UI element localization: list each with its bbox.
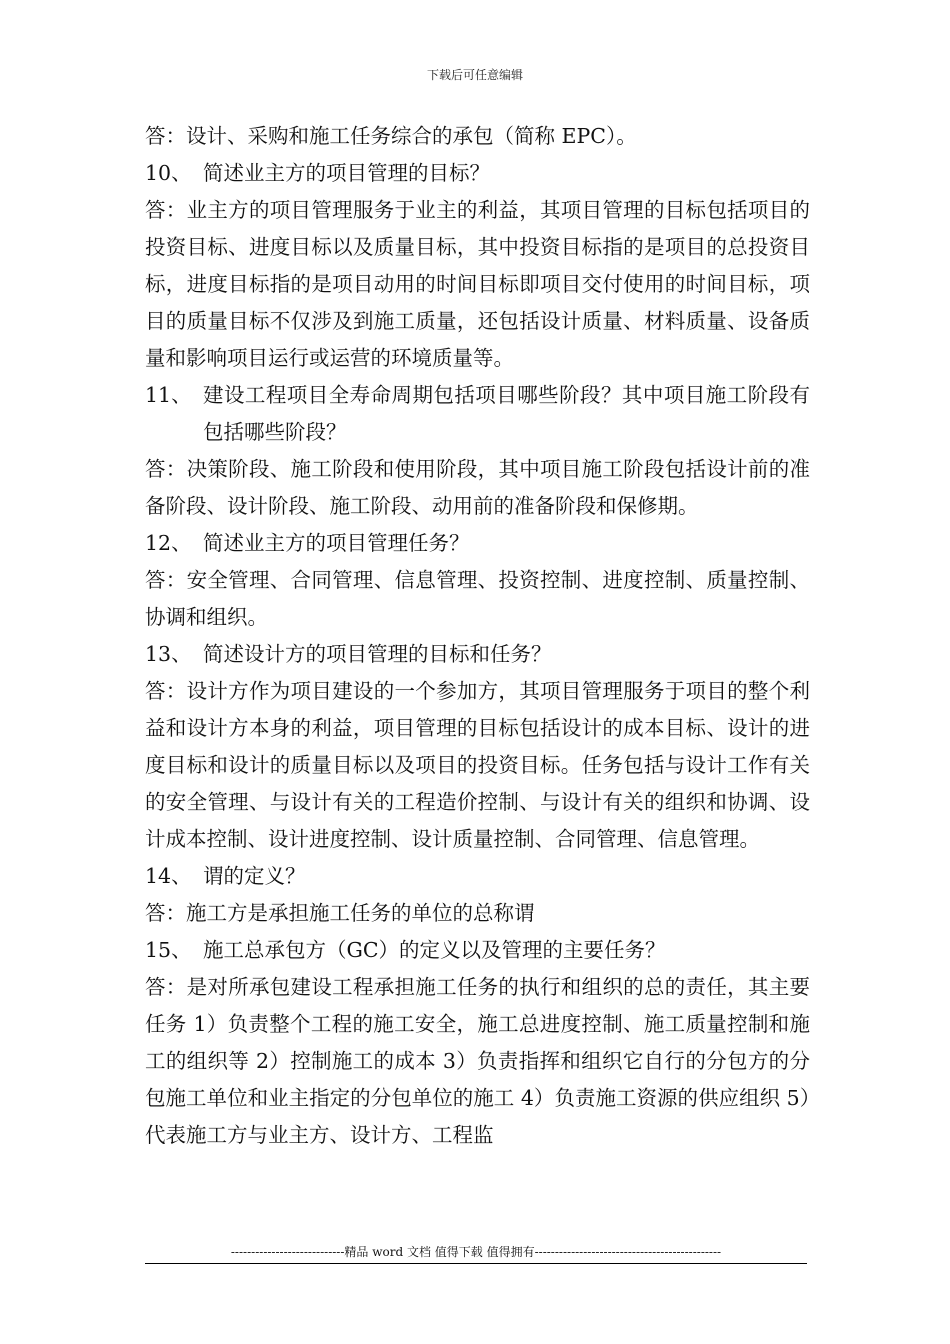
answer-paragraph: 答：设计、采购和施工任务综合的承包（简称 EPC）。 [145, 124, 637, 148]
question-heading [145, 636, 810, 673]
question-text: 谓的定义？ [203, 864, 306, 888]
header-note: 下载后可任意编辑 [426, 68, 523, 82]
question-text: 施工总承包方（GC）的定义以及管理的主要任务？ [203, 938, 666, 962]
question-heading [145, 858, 810, 895]
question-number: 12、 [145, 531, 192, 555]
question-text: 简述业主方的项目管理的目标？ [203, 161, 490, 185]
question-heading [145, 377, 810, 451]
question-heading [145, 155, 810, 192]
answer-paragraph: 答：业主方的项目管理服务于业主的利益，其项目管理的目标包括项目的投资目标、进度目标以及质量目标，其中投资目标指的是项目的总投资目标，进度目标指的是项目动用的时间目标即项目交付使用的时间目标，项目的质量目标不仅涉及到施工质量，还包括设计质量、材料质量、设备质量和影响项目运行或运营的环境质量等。 [145, 198, 810, 370]
answer-paragraph: 答：决策阶段、施工阶段和使用阶段，其中项目施工阶段包括设计前的准备阶段、设计阶段、施工阶段、动用前的准备阶段和保修期。 [145, 457, 810, 518]
answer-paragraph: 答：是对所承包建设工程承担施工任务的执行和组织的总的责任，其主要任务 1）负责整个工程的施工安全，施工总进度控制、施工质量控制和施工的组织等 2）控制施工的成本 3）负责指挥和组织它自行的分包方的分包施工单位和业主指定的分包单位的施工 4）负责施工资源的供应组织 5）代表施工方与业主方、设计方、工程监 [145, 975, 810, 1147]
question-number: 15、 [145, 938, 192, 962]
question-number: 10、 [145, 161, 192, 185]
question-number: 13、 [145, 642, 192, 666]
footer-banner: ----------------------------精品 word 文档 值得下载 值得拥有---------------------------------------------- [145, 1242, 807, 1264]
question-heading [145, 932, 810, 969]
question-number: 11、 [145, 383, 192, 407]
question-text: 简述业主方的项目管理任务？ [203, 531, 470, 555]
question-heading [145, 525, 810, 562]
answer-paragraph: 答：施工方是承担施工任务的单位的总称谓 [145, 901, 535, 925]
question-text: 建设工程项目全寿命周期包括项目哪些阶段？其中项目施工阶段有包括哪些阶段？ [203, 383, 810, 444]
question-text: 简述设计方的项目管理的目标和任务？ [203, 642, 552, 666]
answer-paragraph: 答：安全管理、合同管理、信息管理、投资控制、进度控制、质量控制、协调和组织。 [145, 568, 810, 629]
question-number: 14、 [145, 864, 192, 888]
answer-paragraph: 答：设计方作为项目建设的一个参加方，其项目管理服务于项目的整个利益和设计方本身的利益，项目管理的目标包括设计的成本目标、设计的进度目标和设计的质量目标以及项目的投资目标。任务包括与设计工作有关的安全管理、与设计有关的工程造价控制、与设计有关的组织和协调、设计成本控制、设计进度控制、设计质量控制、合同管理、信息管理。 [145, 679, 810, 851]
document-body [145, 118, 810, 1154]
